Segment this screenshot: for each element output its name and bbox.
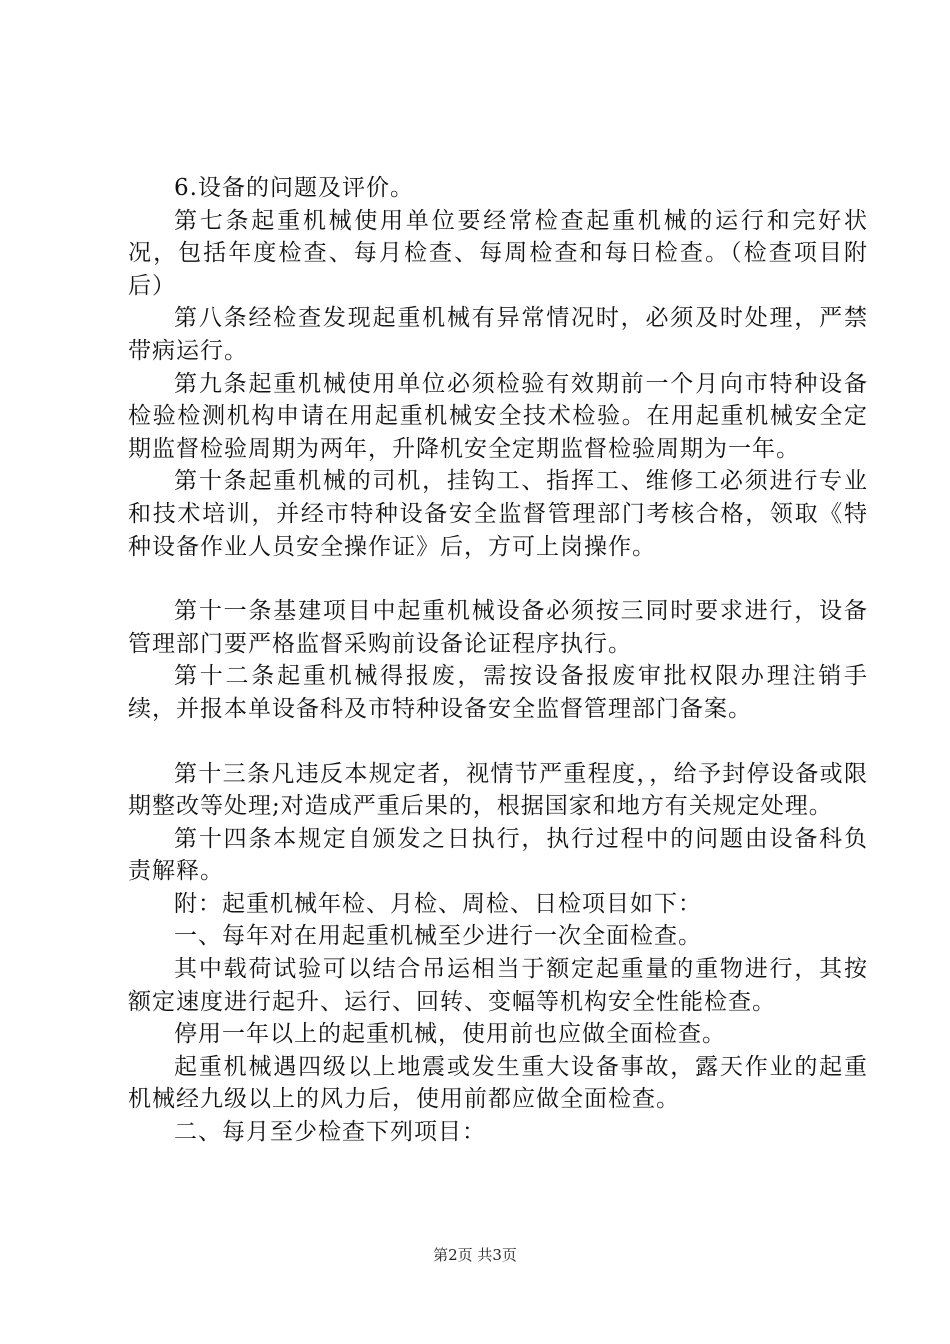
document-body bbox=[128, 172, 868, 1149]
paragraph-spacer bbox=[128, 726, 868, 758]
paragraph-article-12: 第十二条起重机械得报废，需按设备报废审批权限办理注销手续，并报本单设备科及市特种设备安全监督管理部门备案。 bbox=[128, 663, 868, 722]
paragraph-article-8: 第八条经检查发现起重机械有异常情况时，必须及时处理，严禁带病运行。 bbox=[128, 305, 868, 364]
paragraph-idle-equipment: 停用一年以上的起重机械，使用前也应做全面检查。 bbox=[174, 1021, 726, 1048]
paragraph-annual-check: 一、每年对在用起重机械至少进行一次全面检查。 bbox=[174, 923, 702, 950]
paragraph-monthly-check: 二、每月至少检查下列项目： bbox=[174, 1119, 486, 1146]
paragraph-article-14: 第十四条本规定自颁发之日执行，执行过程中的问题由设备科负责解释。 bbox=[128, 825, 868, 885]
paragraph-spacer bbox=[128, 563, 868, 595]
paragraph-item-6: 6.设备的问题及评价。 bbox=[174, 175, 414, 201]
paragraph-load-test: 其中载荷试验可以结合吊运相当于额定起重量的重物进行，其按额定速度进行起升、运行、回转、变幅等机构安全性能检查。 bbox=[128, 956, 868, 1015]
paragraph-earthquake-wind: 起重机械遇四级以上地震或发生重大设备事故，露天作业的起重机械经九级以上的风力后，使用前都应做全面检查。 bbox=[128, 1053, 868, 1113]
page-footer: 第2页 共3页 bbox=[433, 1246, 517, 1264]
paragraph-article-11: 第十一条基建项目中起重机械设备必须按三同时要求进行，设备管理部门要严格监督采购前设备论证程序执行。 bbox=[128, 598, 868, 657]
paragraph-article-13: 第十三条凡违反本规定者，视情节严重程度，，给予封停设备或限期整改等处理;对造成严重后果的，根据国家和地方有关规定处理。 bbox=[128, 760, 868, 820]
paragraph-appendix-heading: 附：起重机械年检、月检、周检、日检项目如下： bbox=[174, 890, 702, 917]
paragraph-article-10: 第十条起重机械的司机，挂钩工、指挥工、维修工必须进行专业和技术培训，并经市特种设备安全监督管理部门考核合格，领取《特种设备作业人员安全操作证》后，方可上岗操作。 bbox=[128, 468, 868, 560]
paragraph-article-7: 第七条起重机械使用单位要经常检查起重机械的运行和完好状况，包括年度检查、每月检查、每周检查和每日检查。（检查项目附后） bbox=[128, 207, 868, 299]
paragraph-article-9: 第九条起重机械使用单位必须检验有效期前一个月向市特种设备检验检测机构申请在用起重机械安全技术检验。在用起重机械安全定期监督检验周期为两年，升降机安全定期监督检验周期为一年。 bbox=[128, 370, 868, 462]
